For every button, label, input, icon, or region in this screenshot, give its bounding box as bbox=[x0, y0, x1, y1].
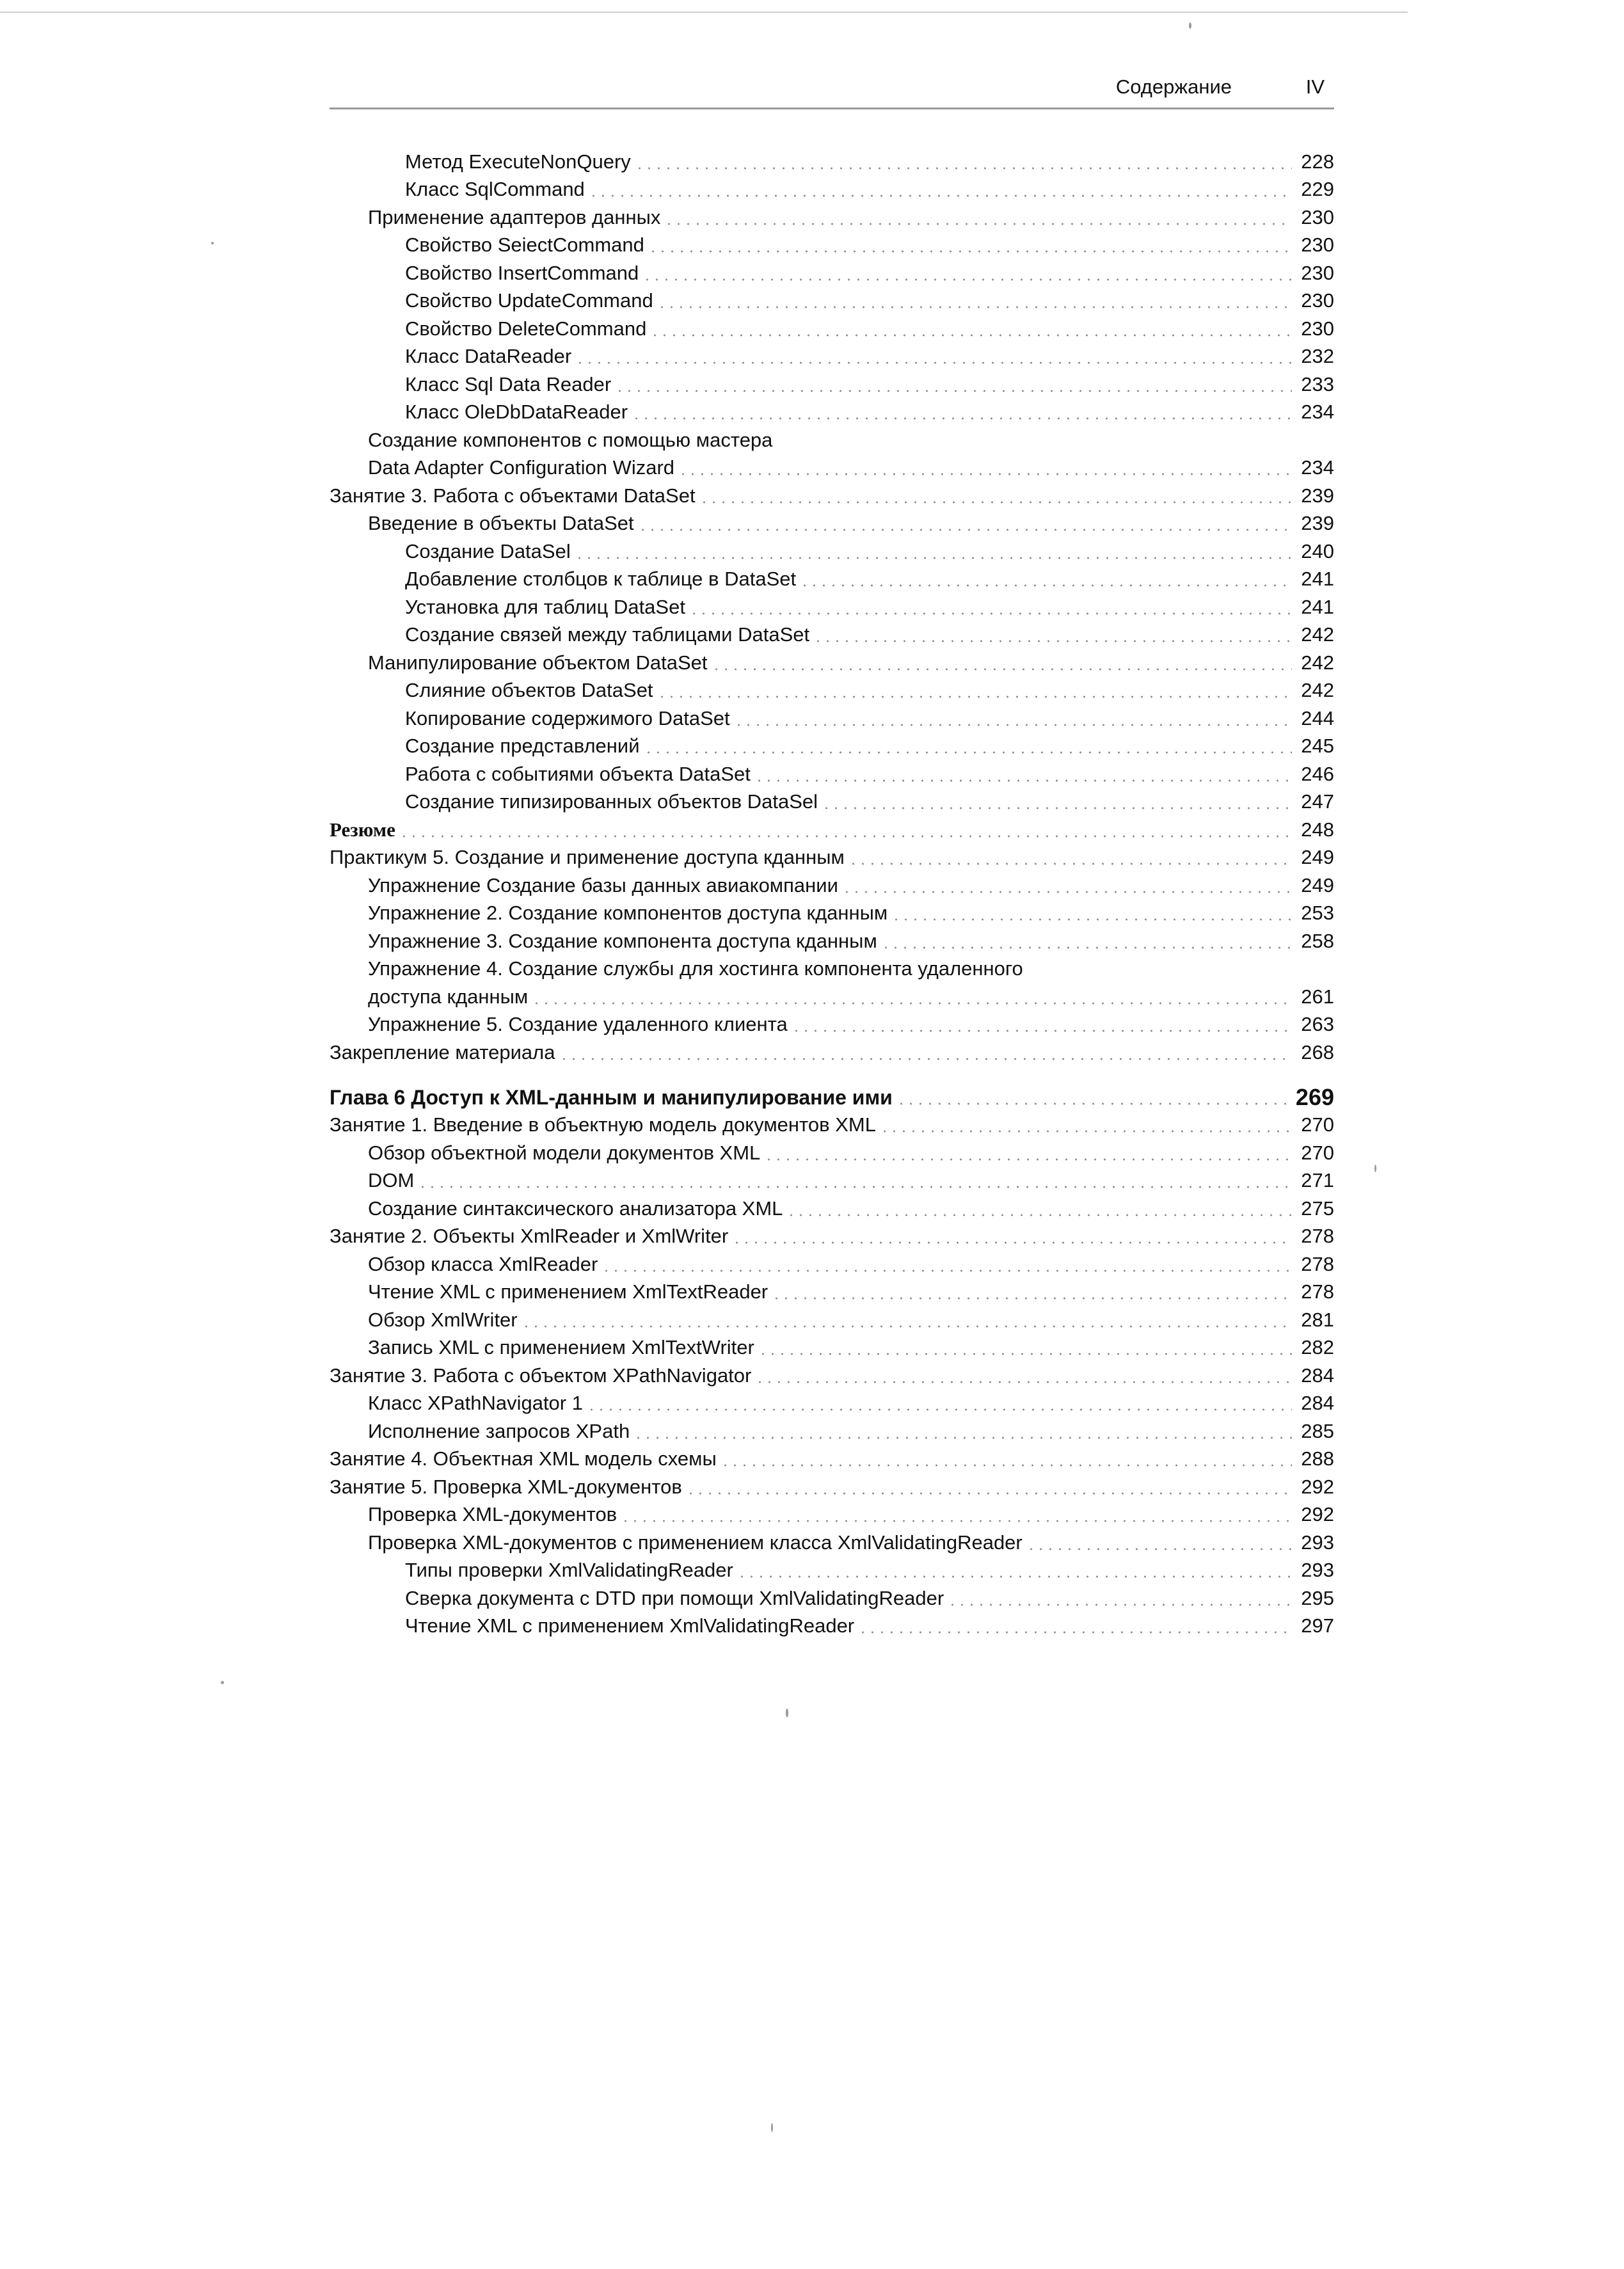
dot-leader bbox=[754, 779, 1292, 782]
toc-entry bbox=[330, 1388, 1334, 1416]
toc-entry bbox=[330, 758, 1334, 786]
toc-entry bbox=[330, 842, 1334, 870]
toc-entry-page: 269 bbox=[1295, 1083, 1334, 1110]
toc-entry-title: Практикум 5. Создание и применение доступа кданным bbox=[330, 846, 845, 868]
toc-entry bbox=[330, 786, 1334, 815]
toc-entry-title: Класс DataReader bbox=[405, 345, 572, 367]
toc-entry-title: Чтение XML с применением XmlValidatingReader bbox=[405, 1614, 855, 1637]
dot-leader bbox=[813, 640, 1292, 642]
toc-entry-page: 275 bbox=[1301, 1197, 1334, 1220]
toc-entry-title: Создание компонентов с помощью мастера bbox=[368, 428, 773, 451]
toc-entry bbox=[330, 1221, 1334, 1249]
toc-entry-title: Создание синтаксического анализатора XML bbox=[368, 1197, 783, 1220]
toc-entry-title: Обзор класса XmlReader bbox=[368, 1252, 598, 1275]
toc-entry-title: Сверка документа с DTD при помощи XmlValidatingReader bbox=[405, 1586, 944, 1609]
dot-leader bbox=[891, 918, 1292, 921]
dot-leader bbox=[737, 1575, 1292, 1578]
dot-leader bbox=[589, 195, 1292, 197]
toc-entry-page: 230 bbox=[1301, 317, 1334, 340]
toc-entry bbox=[330, 1110, 1334, 1138]
toc-entry-title: Класс XPathNavigator 1 bbox=[368, 1392, 583, 1414]
dot-leader bbox=[758, 1353, 1292, 1355]
toc-entry-page: 293 bbox=[1301, 1559, 1334, 1581]
toc-entry-title: Упражнение 5. Создание удаленного клиента bbox=[368, 1013, 788, 1035]
scan-speck bbox=[786, 1708, 788, 1717]
toc-entry-title: Свойство InsertCommand bbox=[405, 261, 639, 284]
toc-entry bbox=[330, 1471, 1334, 1499]
dot-leader bbox=[734, 724, 1292, 726]
toc-entry-title: Занятие 2. Объекты XmlReader и XmlWriter bbox=[330, 1225, 729, 1247]
toc-entry-title: Класс Sql Data Reader bbox=[405, 372, 612, 395]
toc-entry bbox=[330, 174, 1334, 202]
toc-entry-title: Упражнение 2. Создание компонентов доступа кданным bbox=[368, 902, 888, 924]
toc-entry-title: Чтение XML с применением XmlTextReader bbox=[368, 1280, 768, 1303]
toc-entry-page: 245 bbox=[1301, 735, 1334, 757]
toc-entry-title: Обзор XmlWriter bbox=[368, 1308, 518, 1331]
toc-entry-title: Копирование содержимого DataSet bbox=[405, 706, 730, 729]
toc-entry bbox=[330, 1332, 1334, 1360]
toc-entry-title: Резюме bbox=[330, 818, 395, 841]
chapter-heading bbox=[330, 1065, 1334, 1110]
toc-entry-page: 253 bbox=[1301, 902, 1334, 924]
dot-leader bbox=[896, 1103, 1292, 1105]
dot-leader bbox=[880, 1130, 1292, 1133]
toc-entry-page: 247 bbox=[1301, 790, 1334, 813]
dot-leader bbox=[755, 1381, 1292, 1383]
toc-entry bbox=[330, 1304, 1334, 1332]
toc-entry bbox=[330, 1360, 1334, 1388]
toc-entry bbox=[330, 1037, 1334, 1065]
toc-entry bbox=[330, 1499, 1334, 1527]
scan-speck bbox=[1189, 22, 1191, 29]
toc-entry-page: 230 bbox=[1301, 261, 1334, 284]
toc-entry-title: Свойство DeleteCommand bbox=[405, 317, 647, 340]
toc-entry-page: 242 bbox=[1301, 623, 1334, 646]
toc-entry-title: Создание типизированных объектов DataSel bbox=[405, 790, 818, 813]
scan-speck bbox=[221, 1681, 224, 1684]
toc-entry-title: Метод ExecuteNonQuery bbox=[405, 150, 631, 173]
dot-leader bbox=[575, 362, 1292, 364]
toc-entry bbox=[330, 285, 1334, 314]
toc-entry-title: Манипулирование объектом DataSet bbox=[368, 651, 708, 674]
top-scan-rule bbox=[0, 12, 1408, 13]
toc-entry-title: Data Adapter Configuration Wizard bbox=[368, 456, 675, 479]
toc-entry bbox=[330, 1137, 1334, 1165]
toc-entry-title: Занятие 5. Проверка XML-документов bbox=[330, 1475, 682, 1498]
toc-entry-page: 230 bbox=[1301, 289, 1334, 312]
toc-entry-page: 284 bbox=[1301, 1392, 1334, 1414]
toc-entry-title: Закрепление материала bbox=[330, 1040, 555, 1063]
header-title: Содержание bbox=[1115, 76, 1232, 98]
toc-entry bbox=[330, 369, 1334, 397]
toc-entry-title: Исполнение запросов XPath bbox=[368, 1419, 630, 1442]
toc-entry-page: 285 bbox=[1301, 1419, 1334, 1442]
toc-entry-page: 239 bbox=[1301, 484, 1334, 507]
toc-entry bbox=[330, 1248, 1334, 1277]
toc-entry-page: 241 bbox=[1301, 595, 1334, 618]
toc-entry bbox=[330, 564, 1334, 592]
scan-speck bbox=[211, 242, 214, 244]
dot-leader bbox=[842, 891, 1292, 893]
dot-leader bbox=[689, 612, 1292, 615]
dot-leader bbox=[587, 1408, 1292, 1411]
toc-entry bbox=[330, 925, 1334, 953]
toc-entry-title: Класс SqlCommand bbox=[405, 178, 585, 200]
toc-entry-page: 249 bbox=[1301, 873, 1334, 896]
dot-leader bbox=[642, 278, 1292, 281]
table-of-contents bbox=[330, 146, 1334, 1638]
dot-leader bbox=[621, 1520, 1292, 1522]
dot-leader bbox=[712, 668, 1292, 671]
toc-entry-title: Создание представлений bbox=[405, 735, 640, 757]
toc-entry bbox=[330, 870, 1334, 898]
toc-entry-page: 258 bbox=[1301, 929, 1334, 952]
running-header bbox=[330, 76, 1334, 114]
toc-entry-page: 242 bbox=[1301, 651, 1334, 674]
toc-entry-page: 270 bbox=[1301, 1141, 1334, 1164]
toc-entry-title: DOM bbox=[368, 1169, 415, 1191]
toc-entry-page: 261 bbox=[1301, 985, 1334, 1008]
dot-leader bbox=[664, 223, 1292, 225]
dot-leader bbox=[772, 1297, 1292, 1300]
toc-entry-title: Запись XML с применением XmlTextWriter bbox=[368, 1336, 754, 1358]
dot-leader bbox=[657, 306, 1292, 308]
dot-leader bbox=[633, 1437, 1292, 1439]
dot-leader bbox=[848, 863, 1292, 865]
toc-entry-title: Проверка XML-документов bbox=[368, 1503, 617, 1525]
scan-speck bbox=[1374, 1165, 1376, 1172]
dot-leader bbox=[601, 1270, 1292, 1272]
toc-entry-page: 268 bbox=[1301, 1040, 1334, 1063]
toc-entry-page: 281 bbox=[1301, 1308, 1334, 1331]
toc-entry-title: Введение в объекты DataSet bbox=[368, 512, 634, 534]
dot-leader bbox=[418, 1186, 1292, 1188]
toc-entry-page: 292 bbox=[1301, 1503, 1334, 1525]
toc-entry-page: 293 bbox=[1301, 1531, 1334, 1554]
dot-leader bbox=[399, 835, 1292, 838]
toc-entry bbox=[330, 1611, 1334, 1639]
toc-entry-title: Занятие 3. Работа с объектами DataSet bbox=[330, 484, 696, 507]
toc-entry bbox=[330, 313, 1334, 341]
dot-leader bbox=[686, 1492, 1292, 1495]
toc-entry-page: 297 bbox=[1301, 1614, 1334, 1637]
dot-leader bbox=[720, 1464, 1292, 1467]
toc-entry bbox=[330, 1165, 1334, 1193]
toc-entry-page: 278 bbox=[1301, 1225, 1334, 1247]
toc-entry bbox=[330, 619, 1334, 648]
toc-entry-title: Создание связей между таблицами DataSet bbox=[405, 623, 810, 646]
toc-entry bbox=[330, 397, 1334, 425]
toc-entry-page: 284 bbox=[1301, 1364, 1334, 1387]
toc-entry bbox=[330, 814, 1334, 842]
toc-entry bbox=[330, 452, 1334, 481]
toc-entry-page: 230 bbox=[1301, 205, 1334, 228]
dot-leader bbox=[792, 1030, 1292, 1032]
toc-entry-page: 263 bbox=[1301, 1013, 1334, 1035]
toc-entry bbox=[330, 424, 1334, 452]
dot-leader bbox=[575, 557, 1292, 559]
dot-leader bbox=[699, 501, 1292, 504]
dot-leader bbox=[644, 751, 1292, 754]
toc-entry-title: Работа с событиями объекта DataSet bbox=[405, 762, 751, 785]
toc-entry bbox=[330, 953, 1334, 982]
toc-entry bbox=[330, 1277, 1334, 1305]
dot-leader bbox=[638, 529, 1292, 531]
toc-entry-title: Занятие 1. Введение в объектную модель документов XML bbox=[330, 1113, 876, 1136]
toc-entry-title: Обзор объектной модели документов XML bbox=[368, 1141, 761, 1164]
toc-entry-title: Свойство SeiectCommand bbox=[405, 234, 644, 256]
toc-entry-title: Упражнение 4. Создание службы для хостинга компонента удаленного bbox=[368, 957, 1023, 980]
scan-speck bbox=[771, 2123, 773, 2132]
dot-leader bbox=[635, 167, 1292, 170]
toc-entry-page: 241 bbox=[1301, 568, 1334, 590]
toc-entry bbox=[330, 1193, 1334, 1221]
toc-entry bbox=[330, 230, 1334, 258]
toc-entry-title: Занятие 4. Объектная XML модель схемы bbox=[330, 1447, 717, 1470]
toc-entry bbox=[330, 1582, 1334, 1611]
toc-entry bbox=[330, 1009, 1334, 1037]
toc-entry bbox=[330, 536, 1334, 564]
toc-entry-title: Проверка XML-документов с применением класса XmlValidatingReader bbox=[368, 1531, 1023, 1554]
toc-entry-page: 239 bbox=[1301, 512, 1334, 534]
toc-entry-page: 249 bbox=[1301, 846, 1334, 868]
dot-leader bbox=[786, 1214, 1292, 1216]
toc-entry-title: доступа кданным bbox=[368, 985, 529, 1008]
dot-leader bbox=[657, 696, 1292, 698]
toc-entry-page: 246 bbox=[1301, 762, 1334, 785]
toc-entry-title: Упражнение 3. Создание компонента доступа кданным bbox=[368, 929, 877, 952]
toc-entry-title: Слияние объектов DataSet bbox=[405, 679, 653, 701]
dot-leader bbox=[532, 1002, 1292, 1005]
dot-leader bbox=[678, 473, 1292, 475]
toc-entry-page: 230 bbox=[1301, 234, 1334, 256]
dot-leader bbox=[632, 417, 1292, 420]
dot-leader bbox=[822, 807, 1292, 809]
toc-entry bbox=[330, 1555, 1334, 1583]
dot-leader bbox=[1026, 1548, 1292, 1550]
dot-leader bbox=[800, 584, 1292, 587]
toc-entry-page: 292 bbox=[1301, 1475, 1334, 1498]
dot-leader bbox=[559, 1058, 1292, 1060]
toc-entry-page: 244 bbox=[1301, 706, 1334, 729]
toc-entry-page: 229 bbox=[1301, 178, 1334, 200]
toc-entry bbox=[330, 591, 1334, 619]
toc-entry-title: Глава 6 Доступ к XML-данным и манипулирование ими bbox=[330, 1085, 893, 1109]
toc-entry-page: 234 bbox=[1301, 456, 1334, 479]
toc-entry-page: 240 bbox=[1301, 539, 1334, 562]
toc-entry-title: Применение адаптеров данных bbox=[368, 205, 661, 228]
toc-entry bbox=[330, 731, 1334, 759]
dot-leader bbox=[858, 1631, 1292, 1634]
toc-entry-page: 234 bbox=[1301, 401, 1334, 423]
header-page-number: IV bbox=[1305, 76, 1325, 98]
toc-entry-title: Установка для таблиц DataSet bbox=[405, 595, 685, 618]
toc-entry-title: Свойство UpdateCommand bbox=[405, 289, 653, 312]
toc-entry-page: 282 bbox=[1301, 1336, 1334, 1358]
toc-entry bbox=[330, 898, 1334, 926]
dot-leader bbox=[648, 250, 1292, 253]
toc-entry-page: 278 bbox=[1301, 1252, 1334, 1275]
toc-entry-page: 232 bbox=[1301, 345, 1334, 367]
dot-leader bbox=[615, 390, 1292, 392]
toc-entry bbox=[330, 341, 1334, 369]
dot-leader bbox=[948, 1604, 1292, 1606]
toc-entry bbox=[330, 146, 1334, 174]
toc-entry bbox=[330, 480, 1334, 508]
dot-leader bbox=[650, 334, 1292, 337]
toc-entry bbox=[330, 981, 1334, 1009]
toc-entry bbox=[330, 647, 1334, 675]
toc-entry-page: 270 bbox=[1301, 1113, 1334, 1136]
toc-entry-title: Класс OleDbDataReader bbox=[405, 401, 628, 423]
toc-entry-title: Типы проверки XmlValidatingReader bbox=[405, 1559, 733, 1581]
dot-leader bbox=[764, 1158, 1292, 1161]
toc-entry-title: Добавление столбцов к таблице в DataSet bbox=[405, 568, 797, 590]
toc-entry bbox=[330, 1415, 1334, 1444]
toc-entry bbox=[330, 202, 1334, 230]
dot-leader bbox=[732, 1241, 1292, 1244]
toc-entry-title: Занятие 3. Работа с объектом XPathNavigator bbox=[330, 1364, 752, 1387]
toc-entry bbox=[330, 675, 1334, 703]
toc-entry-page: 228 bbox=[1301, 150, 1334, 173]
toc-entry-page: 242 bbox=[1301, 679, 1334, 701]
toc-entry-page: 288 bbox=[1301, 1447, 1334, 1470]
toc-entry bbox=[330, 1527, 1334, 1555]
toc-entry bbox=[330, 1444, 1334, 1472]
toc-entry-page: 278 bbox=[1301, 1280, 1334, 1303]
header-rule bbox=[330, 107, 1334, 109]
toc-entry bbox=[330, 508, 1334, 536]
toc-entry-title: Упражнение Создание базы данных авиакомпании bbox=[368, 873, 838, 896]
toc-entry-page: 271 bbox=[1301, 1169, 1334, 1191]
dot-leader bbox=[521, 1325, 1292, 1328]
toc-entry-page: 248 bbox=[1301, 818, 1334, 841]
toc-entry bbox=[330, 703, 1334, 731]
toc-entry-title: Создание DataSel bbox=[405, 539, 571, 562]
toc-entry-page: 295 bbox=[1301, 1586, 1334, 1609]
toc-entry-page: 233 bbox=[1301, 372, 1334, 395]
toc-entry bbox=[330, 257, 1334, 285]
dot-leader bbox=[881, 946, 1292, 949]
